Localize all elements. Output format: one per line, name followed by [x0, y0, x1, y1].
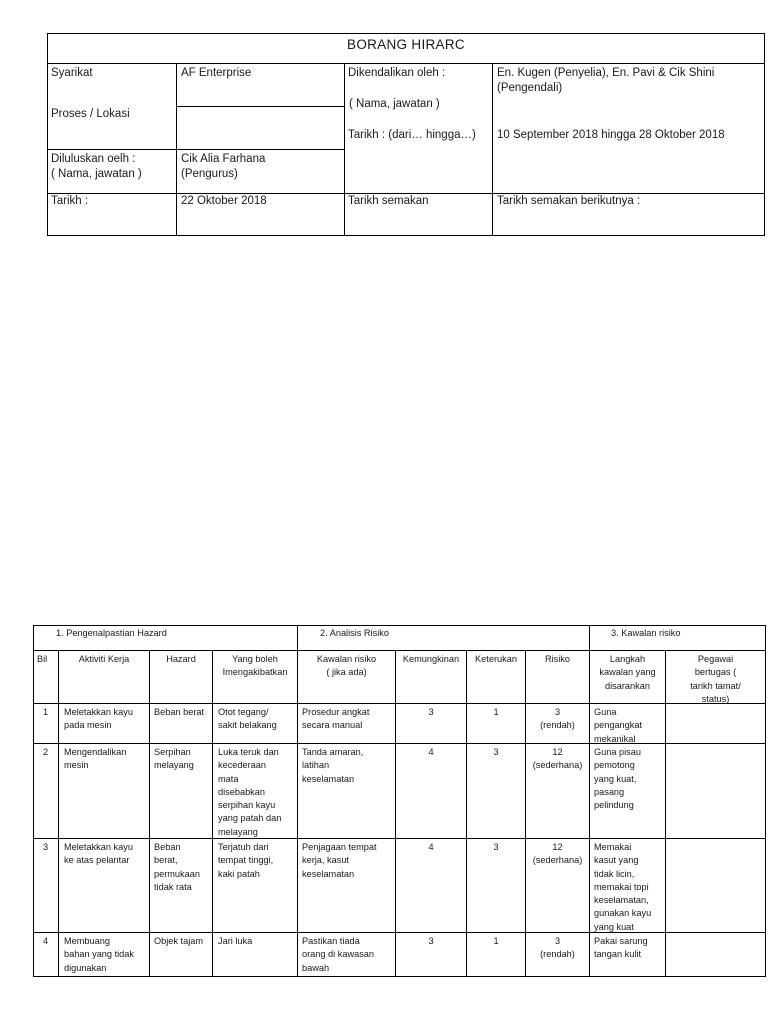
cell-hazard: Serpihan melayang	[154, 747, 194, 771]
table-grid-line	[58, 650, 59, 977]
header-bil: Bil	[37, 654, 48, 664]
table-grid-line	[395, 650, 396, 977]
table-border-right	[765, 625, 766, 977]
form-divider	[176, 106, 344, 107]
dikendalikan-label: Dikendalikan oleh :	[348, 67, 446, 79]
header-langkah-kawalan: Langkah kawalan yang disarankan	[599, 654, 656, 691]
tarikh-value: 22 Oktober 2018	[181, 195, 267, 207]
table-grid-line	[525, 650, 526, 977]
tarikh-label: Tarikh :	[51, 195, 89, 207]
table-grid-line	[33, 838, 766, 839]
table-grid-line	[466, 650, 467, 977]
tarikh-range-value: 10 September 2018 hingga 28 Oktober 2018	[497, 129, 725, 141]
form-title: BORANG HIRARC	[347, 37, 465, 52]
cell-keterukan: 3	[493, 747, 499, 757]
diluluskan-value: Cik Alia Farhana (Pengurus)	[181, 153, 266, 180]
syarikat-value: AF Enterprise	[181, 67, 252, 79]
cell-aktiviti: Meletakkan kayu ke atas pelantar	[64, 842, 133, 866]
form-border-right	[764, 33, 765, 236]
tarikh-semakan-label: Tarikh semakan	[348, 195, 429, 207]
header-kemungkinan: Kemungkinan	[402, 654, 460, 664]
form-divider	[47, 149, 344, 150]
cell-langkah: Guna pisau pemotong yang kuat, pasang pelindung	[594, 747, 641, 811]
tarikh-range-label: Tarikh : (dari… hingga…)	[348, 129, 476, 141]
cell-kemungkinan: 4	[428, 747, 434, 757]
cell-kawalan: Tanda amaran, latihan keselamatan	[302, 747, 364, 784]
syarikat-label: Syarikat	[51, 67, 93, 79]
table-border-left	[33, 625, 34, 977]
cell-kemungkinan: 4	[428, 842, 434, 852]
cell-risiko: 3 (rendah)	[540, 936, 575, 960]
cell-bil: 1	[43, 707, 49, 717]
cell-akibat: Otot tegang/ sakit belakang	[218, 707, 277, 731]
cell-risiko: 3 (rendah)	[540, 707, 575, 731]
cell-keterukan: 1	[493, 707, 499, 717]
table-grid-line	[33, 932, 766, 933]
cell-kawalan: Pastikan tiada orang di kawasan bawah	[302, 936, 375, 973]
cell-keterukan: 1	[493, 936, 499, 946]
cell-hazard: Beban berat	[154, 707, 205, 717]
cell-kawalan: Penjagaan tempat kerja, kasut keselamatan	[302, 842, 377, 879]
table-grid-line	[33, 743, 766, 744]
cell-akibat: Luka teruk dan kecederaan mata disebabkan serpihan kayu yang patah dan melayang	[218, 747, 282, 837]
cell-kawalan: Prosedur angkat secara manual	[302, 707, 370, 731]
header-risiko: Risiko	[544, 654, 570, 664]
cell-bil: 3	[43, 842, 49, 852]
table-grid-line	[33, 703, 766, 704]
header-aktiviti-kerja: Aktiviti Kerja	[78, 654, 130, 664]
cell-aktiviti: Meletakkan kayu pada mesin	[64, 707, 133, 731]
section-kawalan-risiko: 3. Kawalan risiko	[611, 628, 681, 638]
form-divider	[47, 63, 765, 64]
cell-risiko: 12 (sederhana)	[532, 842, 583, 866]
header-hazard: Hazard	[166, 654, 196, 664]
cell-hazard: Objek tajam	[154, 936, 204, 946]
cell-langkah: Memakai kasut yang tidak licin, memakai topi keselamatan, gunakan kayu yang kuat	[594, 842, 652, 932]
cell-hazard: Beban berat, permukaan tidak rata	[154, 842, 200, 892]
cell-kemungkinan: 3	[428, 707, 434, 717]
form-divider	[344, 63, 345, 236]
form-border-left	[47, 33, 48, 236]
table-border-top	[33, 625, 766, 626]
proses-lokasi-label: Proses / Lokasi	[51, 108, 130, 120]
form-border-top	[47, 33, 765, 34]
cell-risiko: 12 (sederhana)	[532, 747, 583, 771]
header-akibat: Yang boleh Imengakibatkan	[222, 654, 288, 678]
tarikh-semakan-berikut-label: Tarikh semakan berikutnya :	[497, 195, 641, 207]
table-grid-line	[33, 650, 766, 651]
cell-akibat: Jari luka	[218, 936, 253, 946]
table-grid-line	[149, 650, 150, 977]
form-divider	[492, 63, 493, 236]
section-pengenalpastian-hazard: 1. Pengenalpastian Hazard	[56, 628, 167, 638]
cell-bil: 2	[43, 747, 49, 757]
cell-akibat: Terjatuh dari tempat tinggi, kaki patah	[218, 842, 274, 879]
form-border-bottom	[47, 235, 765, 236]
dikendalikan-value: En. Kugen (Penyelia), En. Pavi & Cik Shini (Pengendali)	[497, 67, 715, 94]
diluluskan-label: Diluluskan oelh : ( Nama, jawatan )	[51, 153, 142, 180]
cell-kemungkinan: 3	[428, 936, 434, 946]
cell-aktiviti: Mengendalikan mesin	[64, 747, 127, 771]
section-analisis-risiko: 2. Analisis Risiko	[320, 628, 389, 638]
table-grid-line	[212, 650, 213, 977]
form-divider	[176, 63, 177, 236]
cell-bil: 4	[43, 936, 49, 946]
header-kawalan-risiko: Kawalan risiko ( jika ada)	[316, 654, 377, 678]
header-keterukan: Keterukan	[475, 654, 517, 664]
nama-jawatan-label: ( Nama, jawatan )	[349, 98, 440, 110]
cell-keterukan: 3	[493, 842, 499, 852]
cell-aktiviti: Membuang bahan yang tidak digunakan	[64, 936, 134, 973]
cell-langkah: Guna pengangkat mekanikal	[594, 707, 643, 744]
cell-langkah: Pakai sarung tangan kulit	[594, 936, 648, 960]
table-border-bottom	[33, 976, 766, 977]
header-pegawai-bertugas: Pegawai bertugas ( tarikh tamat/ status)	[690, 654, 741, 704]
